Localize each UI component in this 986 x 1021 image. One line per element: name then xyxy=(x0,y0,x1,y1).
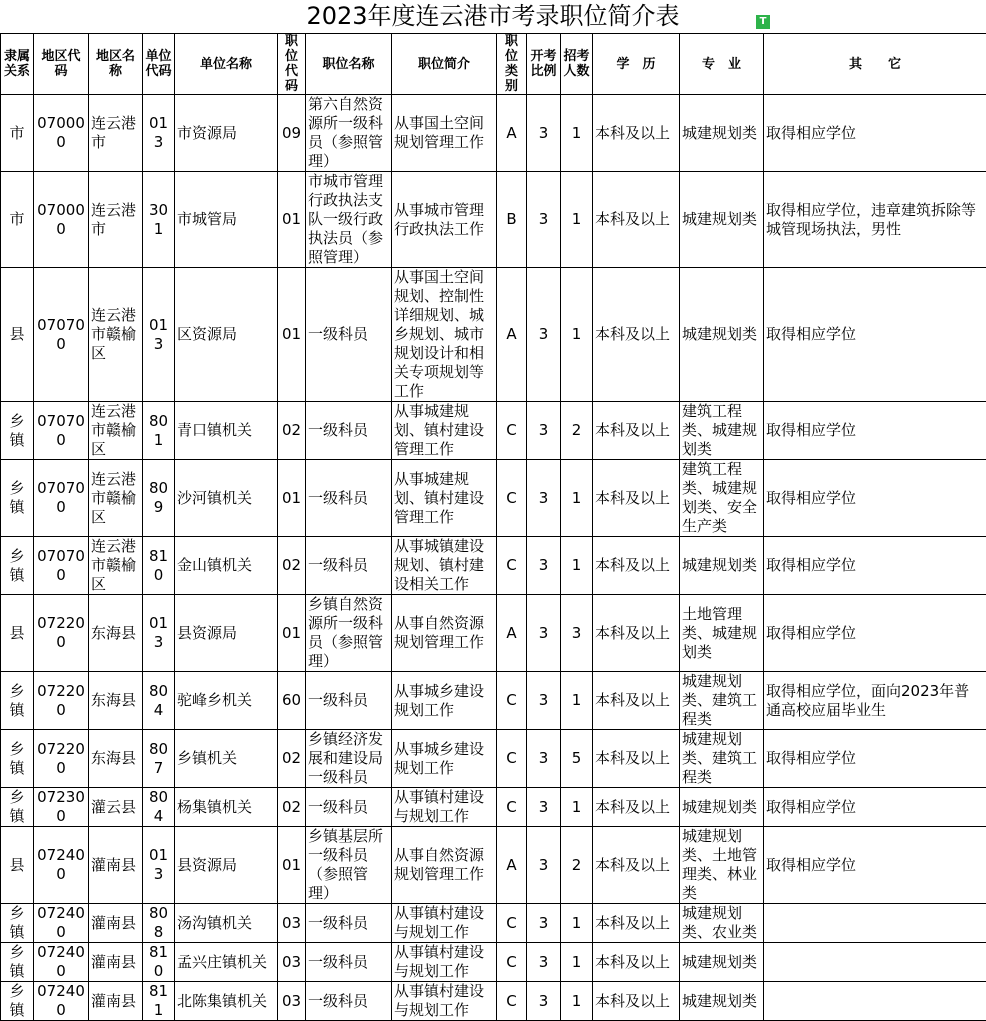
exam-ratio-cell: 3 xyxy=(527,788,561,827)
unit-name-cell: 青口镇机关 xyxy=(175,402,278,460)
region-code-cell: 072400 xyxy=(34,904,89,943)
other-cell: 取得相应学位 xyxy=(764,827,986,904)
exam-ratio-cell: 3 xyxy=(527,595,561,672)
affiliation-cell: 乡镇 xyxy=(1,460,34,537)
recruit-count-cell: 1 xyxy=(561,788,593,827)
other-cell: 取得相应学位 xyxy=(764,402,986,460)
position-category-cell: C xyxy=(497,982,527,1021)
header-cell: 职位名称 xyxy=(306,34,392,95)
other-cell: 取得相应学位，面向2023年普通高校应届毕业生 xyxy=(764,672,986,730)
region-name-cell: 灌南县 xyxy=(89,982,143,1021)
position-name-cell: 一级科员 xyxy=(306,402,392,460)
major-cell: 城建规划类、建筑工程类 xyxy=(680,730,764,788)
table-row xyxy=(1,537,986,595)
affiliation-cell: 乡镇 xyxy=(1,904,34,943)
header-cell: 单位名称 xyxy=(175,34,278,95)
exam-ratio-cell: 3 xyxy=(527,268,561,402)
position-name-cell: 乡镇基层所一级科员（参照管理） xyxy=(306,827,392,904)
other-cell: 取得相应学位 xyxy=(764,268,986,402)
position-category-cell: C xyxy=(497,672,527,730)
unit-name-cell: 县资源局 xyxy=(175,595,278,672)
education-cell: 本科及以上 xyxy=(593,982,680,1021)
region-code-cell: 070700 xyxy=(34,460,89,537)
region-code-cell: 070000 xyxy=(34,172,89,268)
position-name-cell: 一级科员 xyxy=(306,943,392,982)
table-row xyxy=(1,595,986,672)
region-code-cell: 070700 xyxy=(34,537,89,595)
region-name-cell: 灌南县 xyxy=(89,943,143,982)
region-code-cell: 072200 xyxy=(34,730,89,788)
table-row xyxy=(1,788,986,827)
affiliation-cell: 乡镇 xyxy=(1,672,34,730)
affiliation-cell: 乡镇 xyxy=(1,788,34,827)
position-code-cell: 03 xyxy=(278,982,306,1021)
unit-name-cell: 杨集镇机关 xyxy=(175,788,278,827)
table-row xyxy=(1,730,986,788)
region-name-cell: 东海县 xyxy=(89,672,143,730)
affiliation-cell: 县 xyxy=(1,595,34,672)
unit-code-cell: 809 xyxy=(143,460,175,537)
unit-code-cell: 801 xyxy=(143,402,175,460)
position-name-cell: 乡镇经济发展和建设局一级科员 xyxy=(306,730,392,788)
region-name-cell: 连云港市赣榆区 xyxy=(89,402,143,460)
position-name-cell: 一级科员 xyxy=(306,268,392,402)
position-name-cell: 乡镇自然资源所一级科员（参照管理） xyxy=(306,595,392,672)
recruit-count-cell: 1 xyxy=(561,268,593,402)
other-cell: 取得相应学位 xyxy=(764,95,986,172)
region-code-cell: 072200 xyxy=(34,672,89,730)
position-category-cell: C xyxy=(497,788,527,827)
position-name-cell: 一级科员 xyxy=(306,672,392,730)
affiliation-cell: 乡镇 xyxy=(1,537,34,595)
exam-ratio-cell: 3 xyxy=(527,172,561,268)
unit-name-cell: 汤沟镇机关 xyxy=(175,904,278,943)
position-code-cell: 01 xyxy=(278,595,306,672)
education-cell: 本科及以上 xyxy=(593,402,680,460)
unit-code-cell: 810 xyxy=(143,537,175,595)
major-cell: 城建规划类、土地管理类、林业类 xyxy=(680,827,764,904)
region-code-cell: 070700 xyxy=(34,268,89,402)
position-desc-cell: 从事城建规划、镇村建设管理工作 xyxy=(392,402,497,460)
position-code-cell: 60 xyxy=(278,672,306,730)
education-cell: 本科及以上 xyxy=(593,172,680,268)
position-desc-cell: 从事自然资源规划管理工作 xyxy=(392,595,497,672)
education-cell: 本科及以上 xyxy=(593,537,680,595)
header-cell: 招考人数 xyxy=(561,34,593,95)
position-category-cell: C xyxy=(497,943,527,982)
region-name-cell: 连云港市赣榆区 xyxy=(89,268,143,402)
table-row xyxy=(1,268,986,402)
table-row xyxy=(1,402,986,460)
major-cell: 城建规划类 xyxy=(680,788,764,827)
position-category-cell: C xyxy=(497,402,527,460)
position-desc-cell: 从事城镇建设规划、镇村建设相关工作 xyxy=(392,537,497,595)
region-name-cell: 连云港市赣榆区 xyxy=(89,460,143,537)
header-cell: 职位代码 xyxy=(278,34,306,95)
region-name-cell: 连云港市赣榆区 xyxy=(89,537,143,595)
recruit-count-cell: 1 xyxy=(561,95,593,172)
unit-name-cell: 金山镇机关 xyxy=(175,537,278,595)
position-name-cell: 一级科员 xyxy=(306,788,392,827)
position-desc-cell: 从事城建规划、镇村建设管理工作 xyxy=(392,460,497,537)
table-row xyxy=(1,943,986,982)
recruit-count-cell: 1 xyxy=(561,460,593,537)
position-category-cell: C xyxy=(497,730,527,788)
region-code-cell: 070000 xyxy=(34,95,89,172)
education-cell: 本科及以上 xyxy=(593,95,680,172)
position-name-cell: 一级科员 xyxy=(306,904,392,943)
recruit-count-cell: 1 xyxy=(561,537,593,595)
unit-name-cell: 驼峰乡机关 xyxy=(175,672,278,730)
other-cell: 取得相应学位 xyxy=(764,460,986,537)
unit-code-cell: 013 xyxy=(143,95,175,172)
recruit-count-cell: 2 xyxy=(561,402,593,460)
region-name-cell: 东海县 xyxy=(89,595,143,672)
major-cell: 城建规划类 xyxy=(680,537,764,595)
recruit-count-cell: 3 xyxy=(561,595,593,672)
unit-code-cell: 804 xyxy=(143,788,175,827)
position-name-cell: 市城市管理行政执法支队一级行政执法员（参照管理） xyxy=(306,172,392,268)
education-cell: 本科及以上 xyxy=(593,268,680,402)
recruit-count-cell: 1 xyxy=(561,943,593,982)
affiliation-cell: 乡镇 xyxy=(1,982,34,1021)
position-table xyxy=(0,33,986,1021)
recruit-count-cell: 1 xyxy=(561,904,593,943)
position-category-cell: C xyxy=(497,904,527,943)
unit-code-cell: 811 xyxy=(143,982,175,1021)
exam-ratio-cell: 3 xyxy=(527,904,561,943)
affiliation-cell: 县 xyxy=(1,268,34,402)
recruit-count-cell: 1 xyxy=(561,982,593,1021)
education-cell: 本科及以上 xyxy=(593,730,680,788)
header-cell: 开考比例 xyxy=(527,34,561,95)
other-cell: 取得相应学位 xyxy=(764,595,986,672)
major-cell: 建筑工程类、城建规划类 xyxy=(680,402,764,460)
table-body xyxy=(1,95,986,1021)
education-cell: 本科及以上 xyxy=(593,943,680,982)
education-cell: 本科及以上 xyxy=(593,904,680,943)
position-category-cell: A xyxy=(497,268,527,402)
exam-ratio-cell: 3 xyxy=(527,460,561,537)
position-category-cell: C xyxy=(497,537,527,595)
unit-name-cell: 孟兴庄镇机关 xyxy=(175,943,278,982)
table-row xyxy=(1,172,986,268)
position-code-cell: 01 xyxy=(278,268,306,402)
affiliation-cell: 县 xyxy=(1,827,34,904)
unit-name-cell: 市资源局 xyxy=(175,95,278,172)
recruit-count-cell: 2 xyxy=(561,827,593,904)
affiliation-cell: 乡镇 xyxy=(1,730,34,788)
unit-code-cell: 810 xyxy=(143,943,175,982)
unit-code-cell: 013 xyxy=(143,827,175,904)
affiliation-cell: 乡镇 xyxy=(1,402,34,460)
major-cell: 城建规划类 xyxy=(680,172,764,268)
region-name-cell: 灌南县 xyxy=(89,827,143,904)
position-code-cell: 02 xyxy=(278,402,306,460)
position-code-cell: 03 xyxy=(278,943,306,982)
table-row xyxy=(1,95,986,172)
region-code-cell: 072300 xyxy=(34,788,89,827)
position-code-cell: 09 xyxy=(278,95,306,172)
table-row xyxy=(1,460,986,537)
position-desc-cell: 从事镇村建设与规划工作 xyxy=(392,788,497,827)
page-title: 2023年度连云港市考录职位简介表 xyxy=(0,0,986,33)
region-name-cell: 东海县 xyxy=(89,730,143,788)
position-code-cell: 03 xyxy=(278,904,306,943)
exam-ratio-cell: 3 xyxy=(527,982,561,1021)
recruit-count-cell: 1 xyxy=(561,172,593,268)
region-name-cell: 连云港市 xyxy=(89,172,143,268)
other-cell: 取得相应学位 xyxy=(764,730,986,788)
exam-ratio-cell: 3 xyxy=(527,730,561,788)
position-code-cell: 02 xyxy=(278,537,306,595)
position-category-cell: B xyxy=(497,172,527,268)
region-code-cell: 072400 xyxy=(34,943,89,982)
header-cell: 隶属关系 xyxy=(1,34,34,95)
position-desc-cell: 从事镇村建设与规划工作 xyxy=(392,904,497,943)
position-name-cell: 第六自然资源所一级科员（参照管理） xyxy=(306,95,392,172)
region-name-cell: 灌云县 xyxy=(89,788,143,827)
header-cell: 职位简介 xyxy=(392,34,497,95)
position-name-cell: 一级科员 xyxy=(306,537,392,595)
position-desc-cell: 从事国土空间规划、控制性详细规划、城乡规划、城市规划设计和相关专项规划等工作 xyxy=(392,268,497,402)
region-code-cell: 072200 xyxy=(34,595,89,672)
exam-ratio-cell: 3 xyxy=(527,402,561,460)
exam-ratio-cell: 3 xyxy=(527,827,561,904)
other-cell: 取得相应学位，违章建筑拆除等城管现场执法，男性 xyxy=(764,172,986,268)
major-cell: 城建规划类、农业类 xyxy=(680,904,764,943)
position-code-cell: 01 xyxy=(278,172,306,268)
position-desc-cell: 从事国土空间规划管理工作 xyxy=(392,95,497,172)
exam-ratio-cell: 3 xyxy=(527,537,561,595)
table-row xyxy=(1,827,986,904)
region-code-cell: 070700 xyxy=(34,402,89,460)
major-cell: 土地管理类、城建规划类 xyxy=(680,595,764,672)
header-row xyxy=(1,34,986,95)
header-cell: 其 它 xyxy=(764,34,986,95)
position-code-cell: 01 xyxy=(278,460,306,537)
exam-ratio-cell: 3 xyxy=(527,95,561,172)
region-name-cell: 灌南县 xyxy=(89,904,143,943)
major-cell: 城建规划类 xyxy=(680,95,764,172)
region-code-cell: 072400 xyxy=(34,982,89,1021)
header-cell: 单位代码 xyxy=(143,34,175,95)
position-code-cell: 01 xyxy=(278,827,306,904)
unit-name-cell: 区资源局 xyxy=(175,268,278,402)
major-cell: 城建规划类 xyxy=(680,943,764,982)
recruit-count-cell: 5 xyxy=(561,730,593,788)
other-cell xyxy=(764,943,986,982)
header-cell: 地区名称 xyxy=(89,34,143,95)
unit-name-cell: 县资源局 xyxy=(175,827,278,904)
position-category-cell: C xyxy=(497,460,527,537)
region-name-cell: 连云港市 xyxy=(89,95,143,172)
other-cell: 取得相应学位 xyxy=(764,788,986,827)
education-cell: 本科及以上 xyxy=(593,595,680,672)
major-cell: 建筑工程类、城建规划类、安全生产类 xyxy=(680,460,764,537)
position-category-cell: A xyxy=(497,595,527,672)
education-cell: 本科及以上 xyxy=(593,827,680,904)
position-desc-cell: 从事自然资源规划管理工作 xyxy=(392,827,497,904)
other-cell xyxy=(764,904,986,943)
position-desc-cell: 从事城乡建设规划工作 xyxy=(392,672,497,730)
unit-code-cell: 013 xyxy=(143,595,175,672)
unit-code-cell: 804 xyxy=(143,672,175,730)
unit-code-cell: 807 xyxy=(143,730,175,788)
unit-name-cell: 北陈集镇机关 xyxy=(175,982,278,1021)
position-code-cell: 02 xyxy=(278,730,306,788)
other-cell: 取得相应学位 xyxy=(764,537,986,595)
position-desc-cell: 从事城市管理行政执法工作 xyxy=(392,172,497,268)
position-desc-cell: 从事镇村建设与规划工作 xyxy=(392,982,497,1021)
education-cell: 本科及以上 xyxy=(593,460,680,537)
header-cell: 地区代码 xyxy=(34,34,89,95)
region-code-cell: 072400 xyxy=(34,827,89,904)
recruit-count-cell: 1 xyxy=(561,672,593,730)
unit-code-cell: 808 xyxy=(143,904,175,943)
header-cell: 职位类别 xyxy=(497,34,527,95)
affiliation-cell: 市 xyxy=(1,172,34,268)
table-row xyxy=(1,672,986,730)
unit-name-cell: 乡镇机关 xyxy=(175,730,278,788)
other-cell xyxy=(764,982,986,1021)
exam-ratio-cell: 3 xyxy=(527,672,561,730)
header-cell: 学 历 xyxy=(593,34,680,95)
position-category-cell: A xyxy=(497,827,527,904)
affiliation-cell: 乡镇 xyxy=(1,943,34,982)
table-row xyxy=(1,982,986,1021)
affiliation-cell: 市 xyxy=(1,95,34,172)
position-name-cell: 一级科员 xyxy=(306,460,392,537)
header-cell: 专 业 xyxy=(680,34,764,95)
exam-ratio-cell: 3 xyxy=(527,943,561,982)
position-desc-cell: 从事城乡建设规划工作 xyxy=(392,730,497,788)
major-cell: 城建规划类 xyxy=(680,982,764,1021)
unit-code-cell: 013 xyxy=(143,268,175,402)
unit-name-cell: 市城管局 xyxy=(175,172,278,268)
education-cell: 本科及以上 xyxy=(593,788,680,827)
position-code-cell: 02 xyxy=(278,788,306,827)
major-cell: 城建规划类 xyxy=(680,268,764,402)
position-category-cell: A xyxy=(497,95,527,172)
unit-code-cell: 301 xyxy=(143,172,175,268)
position-desc-cell: 从事镇村建设与规划工作 xyxy=(392,943,497,982)
major-cell: 城建规划类、建筑工程类 xyxy=(680,672,764,730)
table-row xyxy=(1,904,986,943)
position-name-cell: 一级科员 xyxy=(306,982,392,1021)
unit-name-cell: 沙河镇机关 xyxy=(175,460,278,537)
cell-marker-icon: T xyxy=(756,15,770,29)
education-cell: 本科及以上 xyxy=(593,672,680,730)
